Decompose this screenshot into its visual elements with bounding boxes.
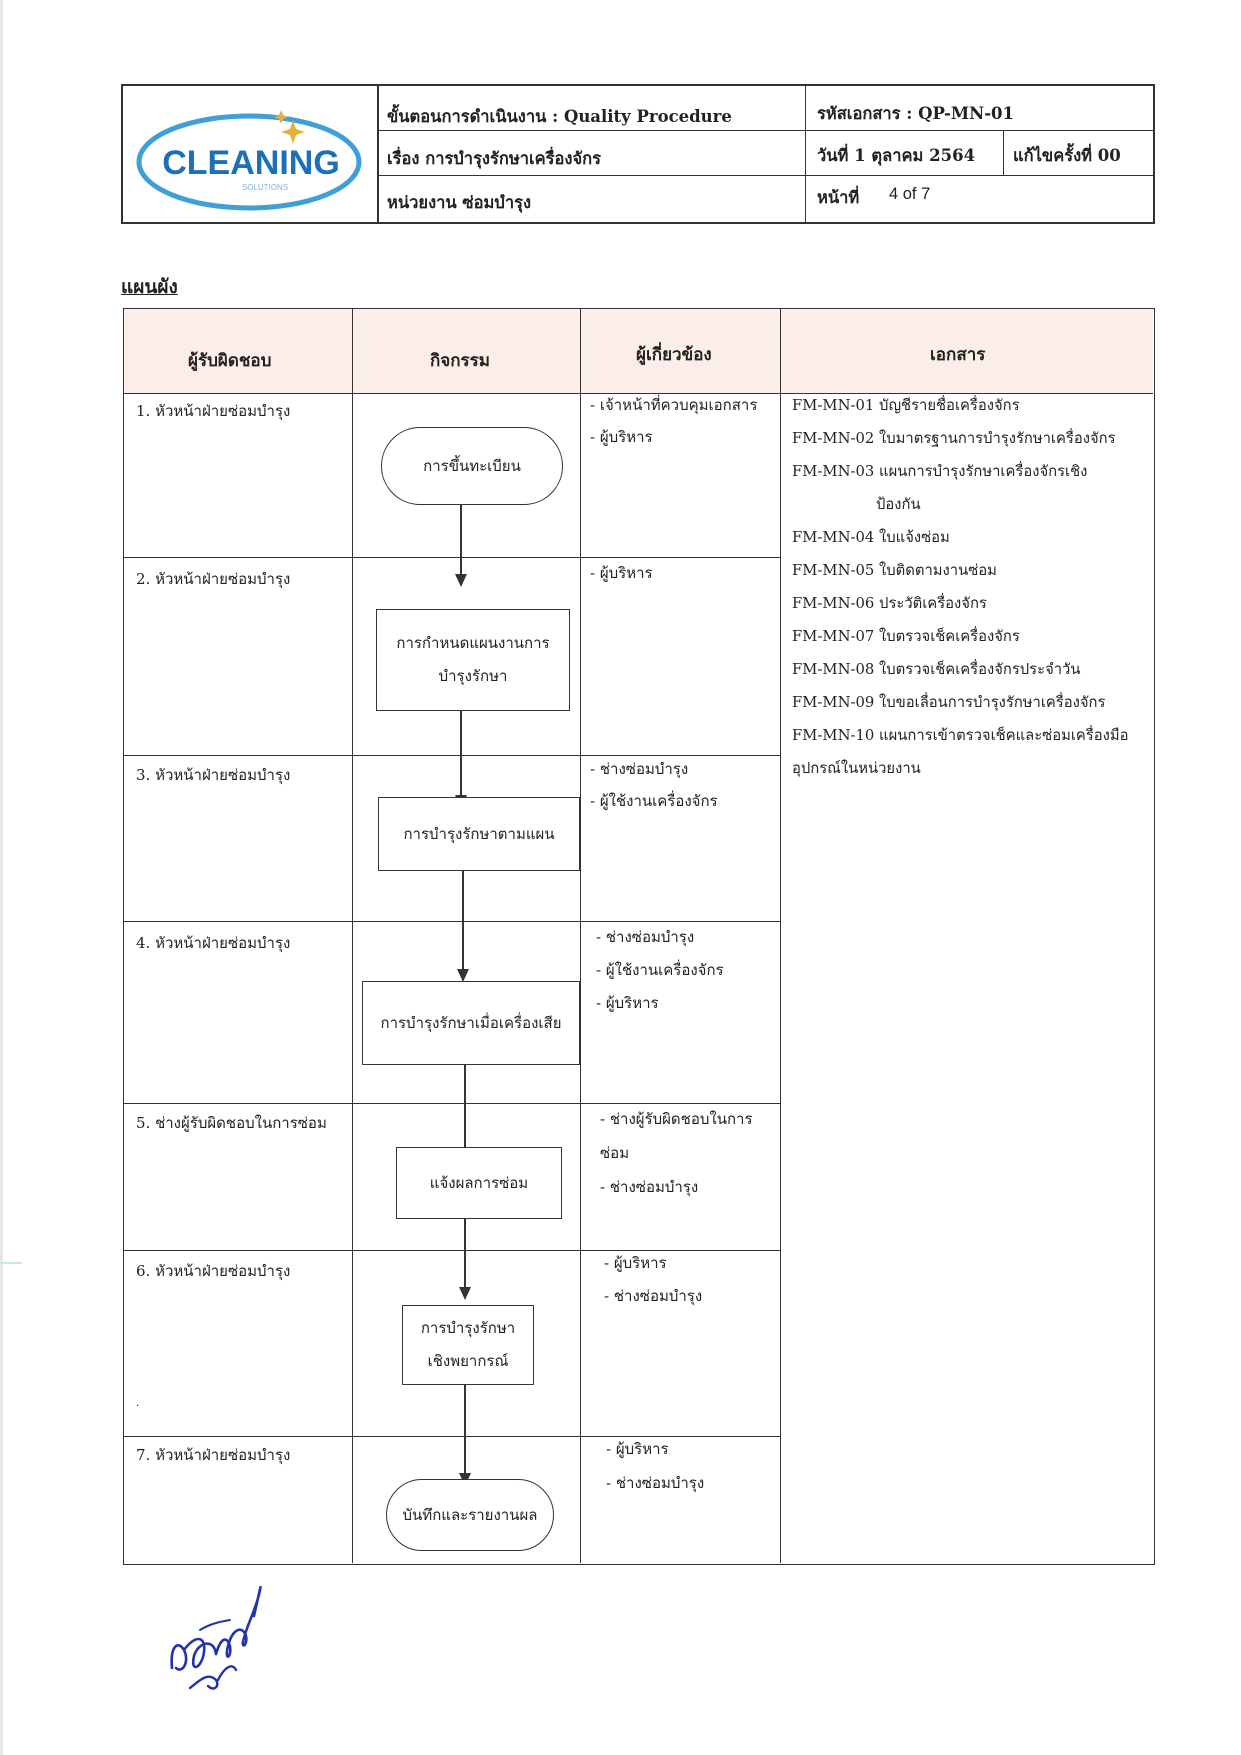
activity-7-label: บันทึกและรายงานผล [402, 1505, 538, 1524]
activity-6-label-b: เชิงพยากรณ์ [427, 1352, 509, 1370]
activity-2-label-a: การกำหนดแผนงานการ [396, 634, 550, 652]
activity-4-label: การบำรุงรักษาเมื่อเครื่องเสีย [380, 1013, 562, 1032]
related-1b: - ผู้บริหาร [590, 428, 653, 446]
activity-record-report [386, 1479, 554, 1551]
activity-predictive-maintenance [402, 1305, 534, 1385]
activity-2-label-b: บำรุงรักษา [438, 667, 508, 685]
flowchart-table [123, 308, 1155, 1565]
responsible-6: 6. หัวหน้าฝ่ายซ่อมบำรุง [136, 1262, 291, 1280]
activity-3-label: การบำรุงรักษาตามแผน [403, 824, 555, 843]
subject: เรื่อง การบำรุงรักษาเครื่องจักร [387, 149, 602, 168]
logo-subtext: SOLUTIONS [241, 183, 289, 192]
stray-dot: · [136, 1401, 140, 1412]
logo-text: CLEANING [162, 144, 340, 182]
document-fm-mn-01: FM-MN-01 บัญชีรายชื่อเครื่องจักร [792, 397, 1020, 414]
related-6a: - ผู้บริหาร [604, 1254, 667, 1272]
activity-breakdown-maintenance [362, 981, 580, 1065]
col-header-activity: กิจกรรม [430, 351, 491, 371]
col-header-documents: เอกสาร [930, 345, 986, 365]
related-7b: - ช่างซ่อมบำรุง [606, 1474, 705, 1492]
related-3a: - ช่างซ่อมบำรุง [590, 760, 689, 778]
activity-repair-report [396, 1147, 562, 1219]
signature [160, 1550, 290, 1700]
document-fm-mn-09: FM-MN-09 ใบขอเลื่อนการบำรุงรักษาเครื่องจักร [792, 694, 1106, 711]
col-header-related: ผู้เกี่ยวข้อง [636, 345, 712, 365]
related-4c: - ผู้บริหาร [596, 994, 659, 1012]
company-logo [123, 86, 375, 220]
responsible-7: 7. หัวหน้าฝ่ายซ่อมบำรุง [136, 1446, 291, 1464]
related-6b: - ช่างซ่อมบำรุง [604, 1287, 703, 1305]
responsible-2: 2. หัวหน้าฝ่ายซ่อมบำรุง [136, 570, 291, 588]
revision: แก้ไขครั้งที่ 00 [1013, 146, 1121, 165]
document-fm-mn-03: FM-MN-03 แผนการบำรุงรักษาเครื่องจักรเชิง [792, 463, 1088, 480]
doc-code: รหัสเอกสาร : QP-MN-01 [817, 104, 1015, 123]
activity-planned-maintenance [378, 797, 580, 871]
scan-mark [0, 1262, 22, 1264]
document-fm-mn-08: FM-MN-08 ใบตรวจเช็คเครื่องจักรประจำวัน [792, 661, 1081, 678]
procedure-title: ขั้นตอนการดำเนินงาน : Quality Procedure [387, 107, 732, 126]
related-4b: - ผู้ใช้งานเครื่องจักร [596, 961, 724, 979]
related-5c: - ช่างซ่อมบำรุง [600, 1178, 699, 1196]
page-label: หน้าที่ [817, 188, 860, 207]
responsible-3: 3. หัวหน้าฝ่ายซ่อมบำรุง [136, 766, 291, 784]
related-3b: - ผู้ใช้งานเครื่องจักร [590, 792, 718, 810]
issue-date: วันที่ 1 ตุลาคม 2564 [817, 146, 976, 165]
related-5a: - ช่างผู้รับผิดชอบในการ [600, 1110, 753, 1128]
department: หน่วยงาน ซ่อมบำรุง [387, 193, 532, 212]
document-fm-mn-04: FM-MN-04 ใบแจ้งซ่อม [792, 529, 950, 546]
sparkle-small-icon [274, 110, 288, 124]
logo-cell [123, 86, 379, 222]
activity-planning [376, 609, 570, 711]
activity-registration [381, 427, 563, 505]
related-1a: - เจ้าหน้าที่ควบคุมเอกสาร [590, 396, 758, 414]
document-fm-mn-02: FM-MN-02 ใบมาตรฐานการบำรุงรักษาเครื่องจักร [792, 430, 1116, 447]
section-title: แผนผัง [121, 276, 178, 298]
document-fm-mn-10: FM-MN-10 แผนการเข้าตรวจเช็คและซ่อมเครื่องมือ [792, 727, 1129, 744]
related-2a: - ผู้บริหาร [590, 564, 653, 582]
document-fm-mn-03-cont: ป้องกัน [876, 496, 921, 513]
page-number: 4 of 7 [889, 185, 931, 203]
activity-1-label: การขึ้นทะเบียน [423, 456, 521, 475]
col-header-responsible: ผู้รับผิดชอบ [188, 351, 272, 371]
related-7a: - ผู้บริหาร [606, 1440, 669, 1458]
document-fm-mn-07: FM-MN-07 ใบตรวจเช็คเครื่องจักร [792, 628, 1020, 645]
activity-5-label: แจ้งผลการซ่อม [429, 1173, 529, 1192]
responsible-5: 5. ช่างผู้รับผิดชอบในการซ่อม [136, 1114, 327, 1132]
activity-6-label-a: การบำรุงรักษา [420, 1319, 516, 1337]
related-5b: ซ่อม [600, 1144, 630, 1162]
related-4a: - ช่างซ่อมบำรุง [596, 928, 695, 946]
document-fm-mn-10-cont: อุปกรณ์ในหน่วยงาน [792, 760, 921, 777]
document-fm-mn-05: FM-MN-05 ใบติดตามงานซ่อม [792, 562, 997, 579]
responsible-4: 4. หัวหน้าฝ่ายซ่อมบำรุง [136, 934, 291, 952]
responsible-1: 1. หัวหน้าฝ่ายซ่อมบำรุง [136, 402, 291, 420]
document-header [121, 84, 1155, 224]
scan-edge [0, 0, 3, 1755]
document-fm-mn-06: FM-MN-06 ประวัติเครื่องจักร [792, 595, 987, 612]
